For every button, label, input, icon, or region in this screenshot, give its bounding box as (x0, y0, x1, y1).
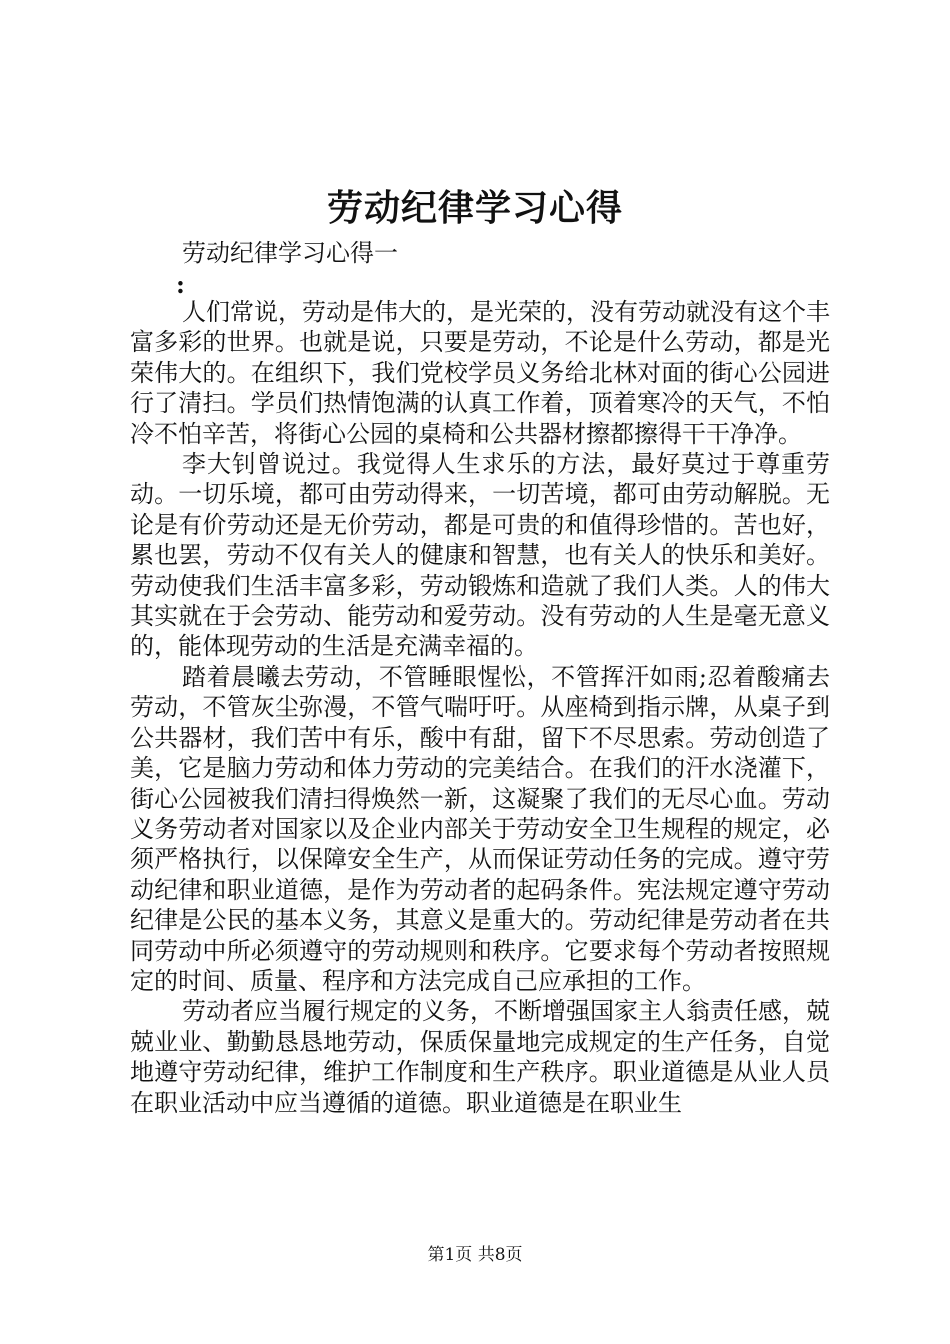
section-subtitle: 劳动纪律学习心得一 (182, 239, 398, 267)
subtitle-colon: : (176, 270, 185, 299)
paragraph-3: 踏着晨曦去劳动，不管睡眼惺忪，不管挥汗如雨;忍着酸痛去劳动，不管灰尘弥漫，不管气喘吁吁。从座椅到指示牌，从桌子到公共器材，我们苦中有乐，酸中有甜，留下不尽思索。劳动创造了美，它是脑力劳动和体力劳动的完美结合。在我们的汗水浇灌下，街心公园被我们清扫得焕然一新，这凝聚了我们的无尽心血。劳动义务劳动者对国家以及企业内部关于劳动安全卫生规程的规定，必须严格执行，以保障安全生产，从而保证劳动任务的完成。遵守劳动纪律和职业道德，是作为劳动者的起码条件。宪法规定遵守劳动纪律是公民的基本义务，其意义是重大的。劳动纪律是劳动者在共同劳动中所必须遵守的劳动规则和秩序。它要求每个劳动者按照规定的时间、质量、程序和方法完成自己应承担的工作。 (130, 662, 830, 995)
paragraph-1: 人们常说，劳动是伟大的，是光荣的，没有劳动就没有这个丰富多彩的世界。也就是说，只要是劳动，不论是什么劳动，都是光荣伟大的。在组织下，我们党校学员义务给北林对面的街心公园进行了清扫。学员们热情饱满的认真工作着，顶着寒冷的天气，不怕冷不怕辛苦，将街心公园的桌椅和公共器材擦都擦得干干净净。 (130, 298, 830, 448)
document-title: 劳动纪律学习心得 (326, 187, 623, 229)
page-footer: 第1页 共8页 (427, 1245, 523, 1265)
paragraph-4: 劳动者应当履行规定的义务，不断增强国家主人翁责任感，兢兢业业、勤勤恳恳地劳动，保质保量地完成规定的生产任务，自觉地遵守劳动纪律，维护工作制度和生产秩序。职业道德是从业人员在职业活动中应当遵循的道德。职业道德是在职业生 (130, 997, 830, 1117)
paragraph-2: 李大钊曾说过。我觉得人生求乐的方法，最好莫过于尊重劳动。一切乐境，都可由劳动得来，一切苦境，都可由劳动解脱。无论是有价劳动还是无价劳动，都是可贵的和值得珍惜的。苦也好，累也罢，劳动不仅有关人的健康和智慧，也有关人的快乐和美好。劳动使我们生活丰富多彩，劳动锻炼和造就了我们人类。人的伟大其实就在于会劳动、能劳动和爱劳动。没有劳动的人生是毫无意义的，能体现劳动的生活是充满幸福的。 (130, 450, 830, 661)
document-body (130, 297, 830, 1118)
